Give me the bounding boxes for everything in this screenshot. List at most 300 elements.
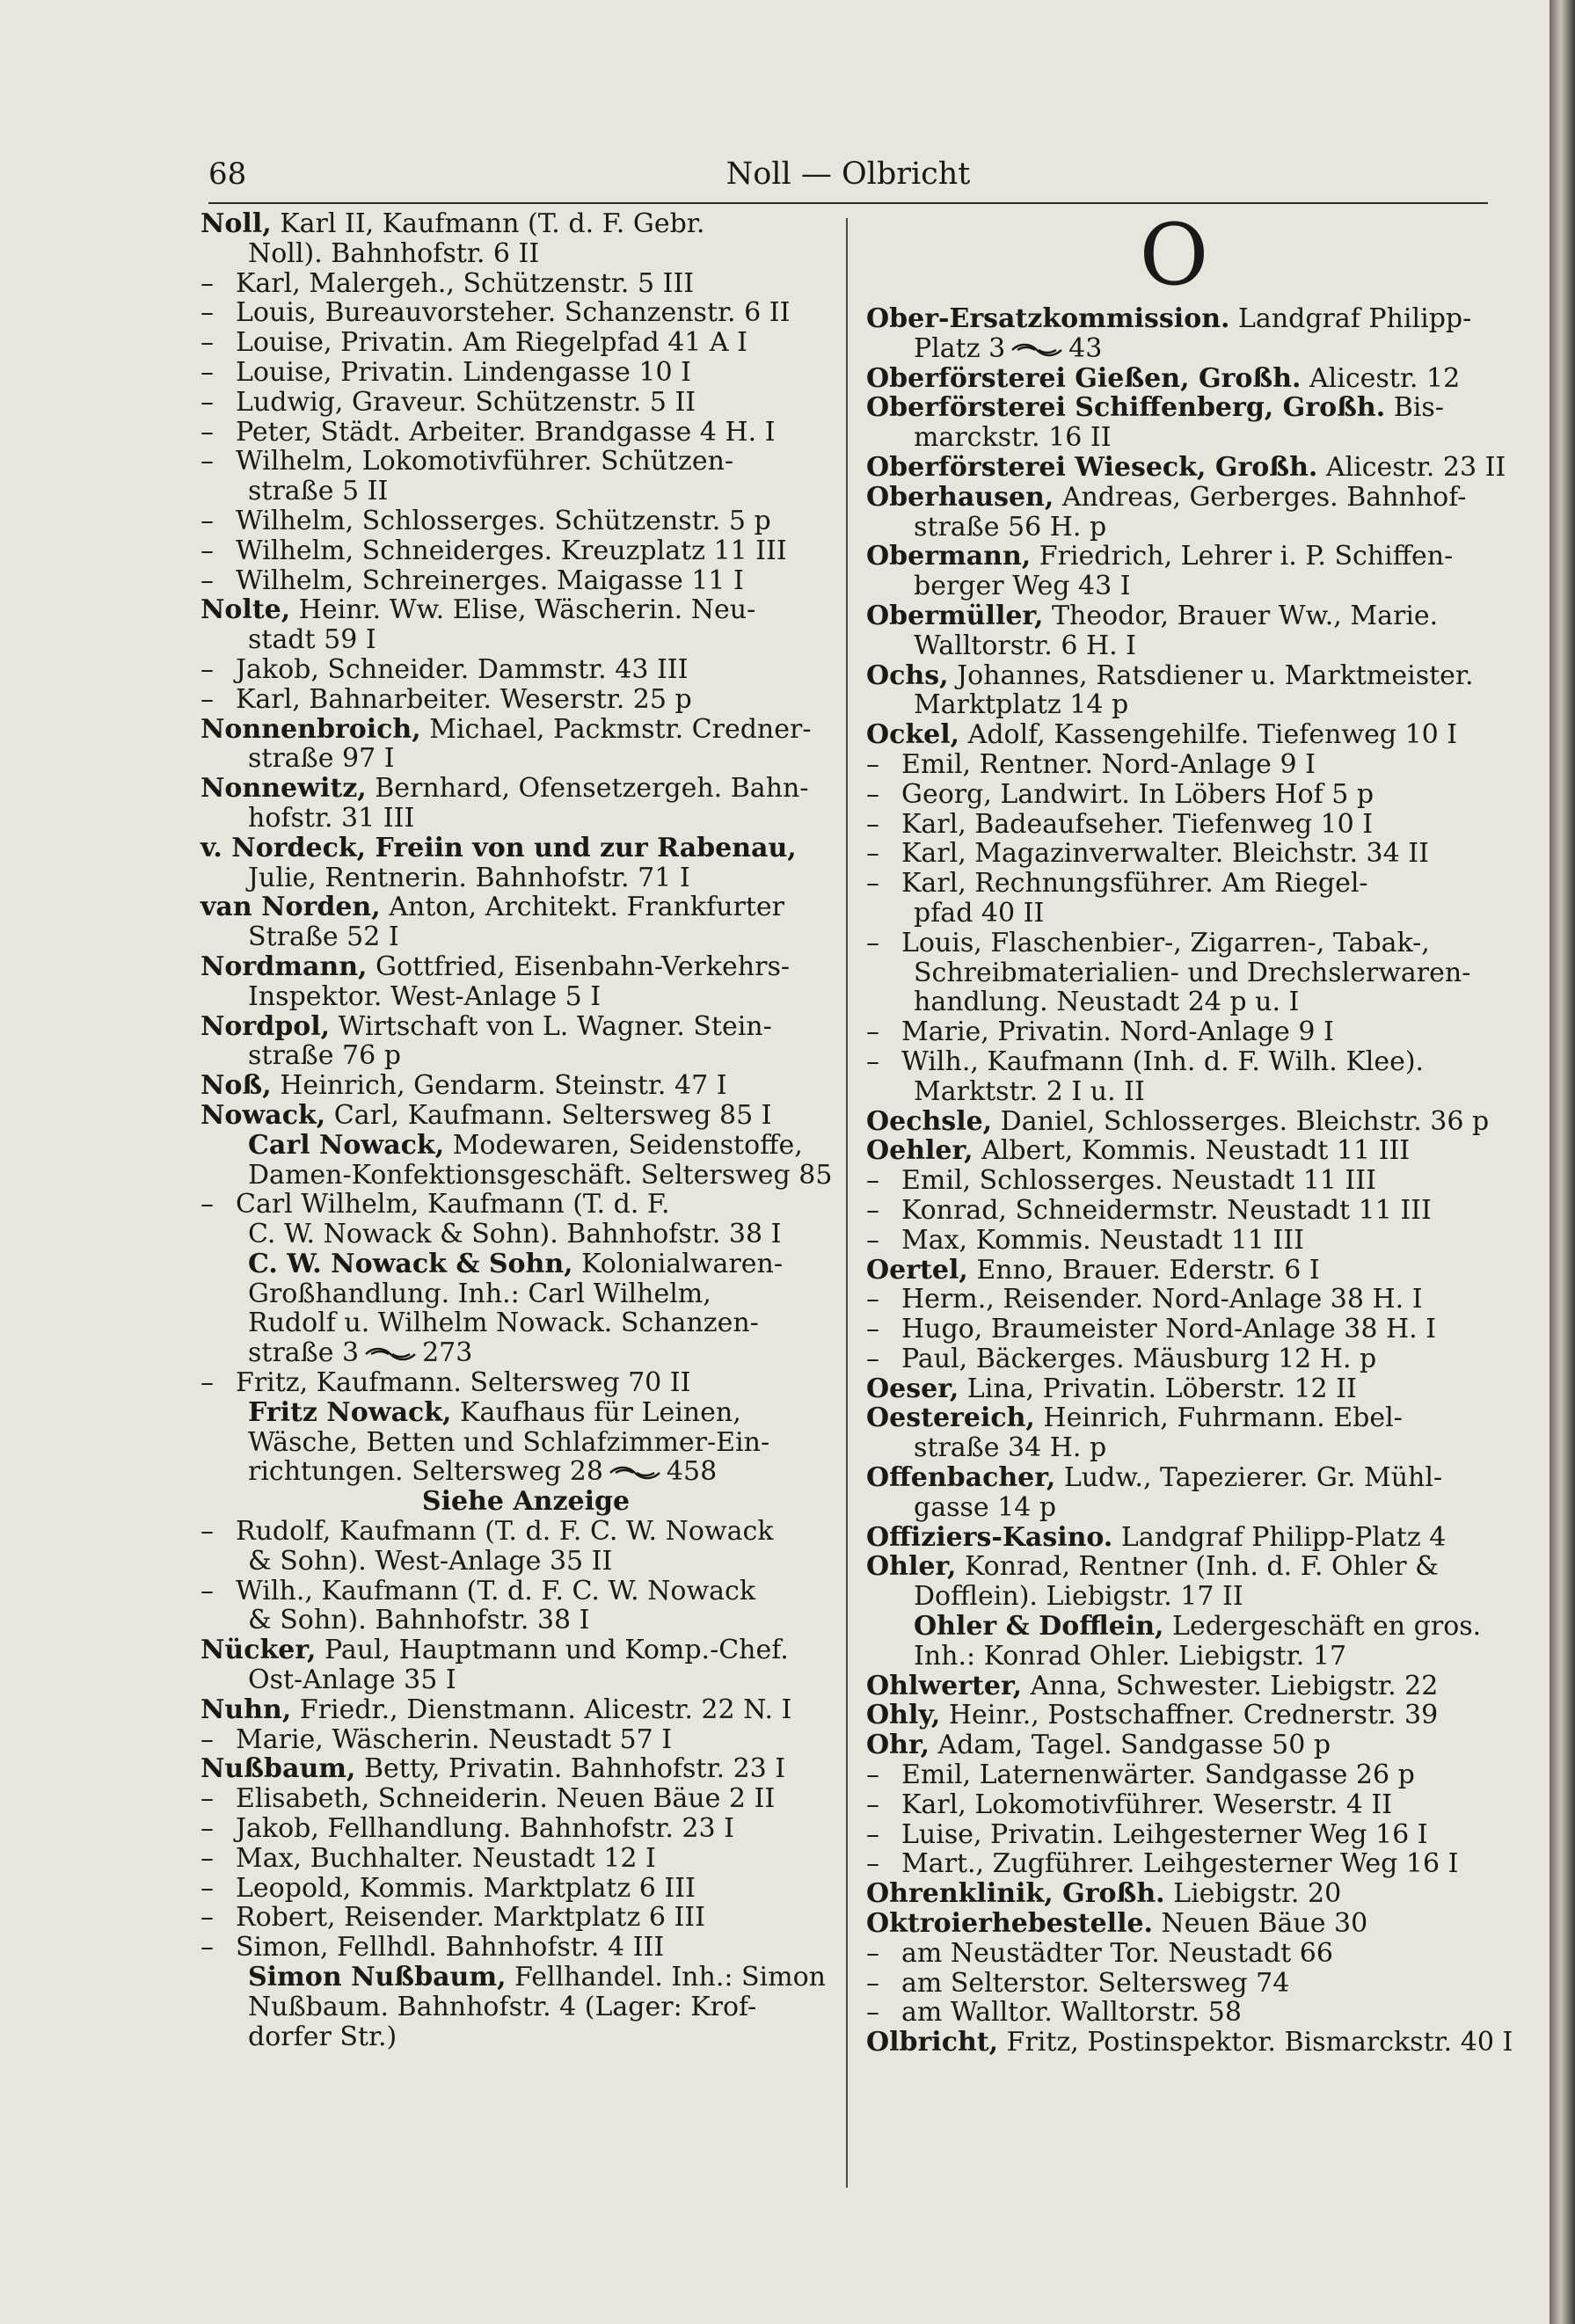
entry-name: Nonnewitz, bbox=[201, 773, 367, 805]
entry-text: Mart., Zugführer. Leihgesterner Weg 16 I bbox=[901, 1848, 1459, 1880]
directory-line bbox=[866, 810, 1482, 840]
directory-line bbox=[201, 1041, 816, 1071]
entry-name: Oehler, bbox=[866, 1135, 973, 1167]
directory-line bbox=[866, 929, 1482, 958]
entry-text: gasse 14 p bbox=[914, 1491, 1057, 1523]
entry-text: Max, Buchhalter. Neustadt 12 I bbox=[236, 1842, 656, 1874]
entry-text: Wilhelm, Schneiderges. Kreuzplatz 11 III bbox=[236, 535, 787, 566]
ditto-dash: – bbox=[866, 1314, 879, 1345]
entry-name: Ohrenklinik, Großh. bbox=[866, 1878, 1165, 1910]
directory-line bbox=[866, 1493, 1482, 1523]
directory-line bbox=[866, 572, 1482, 601]
directory-line bbox=[201, 1131, 816, 1161]
entry-text: Bis- bbox=[1385, 392, 1444, 424]
ditto-dash: – bbox=[866, 1045, 879, 1077]
directory-line bbox=[866, 542, 1482, 572]
ditto-dash: – bbox=[201, 505, 214, 536]
entry-text: Andreas, Gerberges. Bahnhof- bbox=[1054, 481, 1467, 513]
entry-text: Neuen Bäue 30 bbox=[1153, 1908, 1368, 1940]
phone-number: 273 bbox=[422, 1337, 473, 1369]
entry-name: Nücker, bbox=[201, 1635, 317, 1666]
entry-text: Wilhelm, Schlosserges. Schützenstr. 5 p bbox=[236, 505, 771, 536]
directory-line bbox=[866, 1315, 1482, 1344]
entry-text: Heinr. Ww. Elise, Wäscherin. Neu- bbox=[290, 594, 756, 626]
directory-line bbox=[866, 839, 1482, 869]
entry-text: Enno, Brauer. Ederstr. 6 I bbox=[967, 1254, 1320, 1286]
directory-line bbox=[201, 834, 816, 863]
entry-text: hofstr. 31 III bbox=[248, 802, 415, 834]
directory-line bbox=[201, 1487, 816, 1517]
directory-line bbox=[201, 1249, 816, 1279]
entry-name: Nowack, bbox=[201, 1099, 326, 1131]
entry-name: Ohly, bbox=[866, 1700, 941, 1731]
entry-text: Landgraf Philipp- bbox=[1229, 303, 1472, 334]
entry-text: Ledergeschäft en gros. bbox=[1163, 1611, 1482, 1643]
entry-name: Oktroierhebestelle. bbox=[866, 1908, 1154, 1940]
directory-line bbox=[201, 566, 816, 596]
entry-text: Karl, Badeaufseher. Tiefenweg 10 I bbox=[901, 808, 1374, 840]
ditto-dash: – bbox=[201, 1367, 214, 1399]
entry-text: Schreibmaterialien- und Drechslerwaren- bbox=[914, 957, 1471, 988]
entry-text: Louis, Flaschenbier-, Zigarren-, Tabak-, bbox=[901, 927, 1430, 958]
page-header bbox=[208, 151, 1488, 200]
directory-line bbox=[866, 661, 1482, 691]
entry-text: Karl, Rechnungsführer. Am Riegel- bbox=[901, 868, 1368, 900]
directory-line bbox=[866, 423, 1482, 453]
entry-text: Damen-Konfektionsgeschäft. Seltersweg 85 bbox=[248, 1159, 833, 1191]
directory-line bbox=[201, 1517, 816, 1547]
entry-text: straße 76 p bbox=[248, 1040, 401, 1072]
ditto-dash: – bbox=[866, 927, 879, 958]
directory-line bbox=[866, 1433, 1482, 1463]
directory-line bbox=[866, 1552, 1482, 1582]
directory-line bbox=[201, 1725, 816, 1755]
entry-name: Nonnenbroich, bbox=[201, 713, 421, 745]
entry-text: Jakob, Fellhandlung. Bahnhofstr. 23 I bbox=[236, 1813, 734, 1845]
directory-line bbox=[866, 1256, 1482, 1286]
entry-text: berger Weg 43 I bbox=[914, 571, 1131, 602]
entry-text: Bernhard, Ofensetzergeh. Bahn- bbox=[366, 773, 809, 805]
ditto-dash: – bbox=[201, 1783, 214, 1815]
entry-name: Nordpol, bbox=[201, 1010, 331, 1042]
directory-line bbox=[866, 1374, 1482, 1404]
entry-text: Max, Kommis. Neustadt 11 III bbox=[901, 1224, 1304, 1256]
entry-text: Leopold, Kommis. Marktplatz 6 III bbox=[236, 1872, 696, 1904]
entry-text: stadt 59 I bbox=[248, 624, 376, 656]
entry-name: Nolte, bbox=[201, 594, 291, 626]
directory-line bbox=[201, 358, 816, 388]
directory-line bbox=[201, 1071, 816, 1101]
directory-line bbox=[201, 1012, 816, 1042]
directory-line bbox=[866, 451, 1506, 483]
directory-line bbox=[201, 685, 816, 715]
telephone-icon bbox=[1010, 341, 1063, 359]
directory-line bbox=[201, 1279, 816, 1309]
entry-name: Fritz Nowack, bbox=[248, 1396, 452, 1428]
ditto-dash: – bbox=[866, 1165, 879, 1197]
running-head: Noll — Olbricht bbox=[726, 157, 971, 192]
directory-line bbox=[866, 2027, 1513, 2058]
directory-line bbox=[201, 1428, 816, 1458]
directory-line bbox=[866, 631, 1482, 661]
directory-line bbox=[866, 1790, 1482, 1820]
directory-line bbox=[201, 892, 816, 922]
directory-line bbox=[201, 804, 816, 834]
directory-line bbox=[866, 1849, 1482, 1879]
ditto-dash: – bbox=[201, 1516, 214, 1548]
directory-line bbox=[201, 1220, 816, 1249]
entry-text: straße 5 II bbox=[248, 476, 389, 507]
entry-text: Emil, Laternenwärter. Sandgasse 26 p bbox=[901, 1759, 1415, 1791]
entry-text: Georg, Landwirt. In Löbers Hof 5 p bbox=[901, 778, 1374, 810]
directory-line bbox=[866, 393, 1482, 423]
entry-name: Oberförsterei Gießen, Großh. bbox=[866, 362, 1302, 394]
entry-text: Betty, Privatin. Bahnhofstr. 23 I bbox=[355, 1753, 786, 1785]
entry-name: Offiziers-Kasino. bbox=[866, 1521, 1113, 1553]
entry-name: Obermüller, bbox=[866, 600, 1044, 631]
entry-text: straße 56 H. p bbox=[914, 511, 1107, 543]
ditto-dash: – bbox=[201, 1842, 214, 1874]
entry-text: Theodor, Brauer Ww., Marie. bbox=[1043, 600, 1439, 631]
directory-line bbox=[866, 1730, 1482, 1760]
directory-line bbox=[866, 304, 1482, 334]
directory-line bbox=[201, 477, 816, 506]
entry-text: Karl, Bahnarbeiter. Weserstr. 25 p bbox=[236, 683, 692, 715]
entry-name: Noß, bbox=[201, 1070, 272, 1102]
ditto-dash: – bbox=[866, 1016, 879, 1048]
ditto-dash: – bbox=[866, 778, 879, 810]
ditto-dash: – bbox=[201, 446, 214, 477]
directory-line bbox=[866, 1136, 1482, 1166]
directory-line bbox=[866, 1047, 1482, 1077]
entry-name: Noll, bbox=[201, 208, 272, 239]
entry-name: Oberhausen, bbox=[866, 481, 1054, 513]
directory-line bbox=[866, 750, 1482, 780]
directory-line bbox=[866, 1285, 1482, 1315]
entry-name: Carl Nowack, bbox=[248, 1129, 445, 1161]
entry-text: Kolonialwaren- bbox=[572, 1248, 783, 1279]
entry-text: Louis, Bureauvorsteher. Schanzenstr. 6 II bbox=[236, 297, 791, 329]
directory-line bbox=[201, 536, 816, 566]
entry-text: am Selterstor. Seltersweg 74 bbox=[901, 1967, 1290, 1999]
entry-text: Friedrich, Lehrer i. P. Schiffen- bbox=[1031, 541, 1454, 572]
directory-line bbox=[201, 1784, 816, 1814]
directory-line bbox=[201, 715, 816, 745]
entry-name: Oberförsterei Wieseck, Großh. bbox=[866, 451, 1318, 483]
entry-text: Luise, Privatin. Leihgesterner Weg 16 I bbox=[901, 1818, 1428, 1850]
entry-text: & Sohn). West-Anlage 35 II bbox=[248, 1545, 613, 1577]
entry-name: Nordmann, bbox=[201, 951, 368, 982]
directory-line bbox=[866, 1612, 1482, 1642]
entry-text: Johannes, Ratsdiener u. Marktmeister. bbox=[948, 659, 1474, 691]
ditto-dash: – bbox=[201, 327, 214, 359]
directory-line bbox=[201, 1577, 816, 1606]
header-rule bbox=[208, 202, 1488, 204]
directory-line bbox=[201, 1398, 816, 1428]
ditto-dash: – bbox=[866, 1284, 879, 1315]
entry-name: Ohlwerter, bbox=[866, 1670, 1023, 1701]
directory-line bbox=[866, 1939, 1482, 1969]
ditto-dash: – bbox=[866, 1194, 879, 1226]
entry-text: Anton, Architekt. Frankfurter bbox=[380, 892, 785, 923]
directory-line bbox=[866, 899, 1482, 929]
directory-line bbox=[866, 1166, 1482, 1196]
entry-text: straße 3 bbox=[248, 1337, 360, 1369]
directory-line bbox=[201, 1993, 816, 2022]
directory-line bbox=[201, 388, 816, 418]
directory-line bbox=[201, 1814, 816, 1844]
directory-line bbox=[201, 1159, 833, 1191]
entry-name: Simon Nußbaum, bbox=[248, 1962, 507, 1993]
entry-text: Nußbaum. Bahnhofstr. 4 (Lager: Krof- bbox=[248, 1991, 757, 2022]
directory-line bbox=[201, 1962, 826, 1993]
directory-line bbox=[201, 922, 816, 952]
directory-line bbox=[866, 364, 1482, 394]
entry-text: Daniel, Schlosserges. Bleichstr. 36 p bbox=[992, 1105, 1490, 1137]
entry-text: pfad 40 II bbox=[914, 897, 1045, 929]
entry-text: Wilh., Kaufmann (Inh. d. F. Wilh. Klee). bbox=[901, 1045, 1425, 1077]
entry-text: Albert, Kommis. Neustadt 11 III bbox=[973, 1135, 1411, 1167]
ditto-dash: – bbox=[866, 748, 879, 780]
ditto-dash: – bbox=[866, 838, 879, 870]
right-column bbox=[866, 206, 1513, 2058]
ditto-dash: – bbox=[201, 1902, 214, 1934]
entry-text: Modewaren, Seidenstoffe, bbox=[444, 1129, 803, 1161]
ditto-dash: – bbox=[201, 1872, 214, 1904]
directory-line bbox=[866, 1403, 1482, 1433]
entry-text: am Neustädter Tor. Neustadt 66 bbox=[901, 1937, 1333, 1969]
entry-text: Karl, Lokomotivführer. Weserstr. 4 II bbox=[901, 1789, 1393, 1820]
entry-text: Carl Wilhelm, Kaufmann (T. d. F. bbox=[236, 1189, 670, 1220]
ditto-dash: – bbox=[201, 416, 214, 448]
ditto-dash: – bbox=[866, 808, 879, 840]
entry-name: C. W. Nowack & Sohn, bbox=[248, 1248, 573, 1279]
phone-number: 43 bbox=[1068, 332, 1103, 364]
entry-name: Olbricht, bbox=[866, 2027, 999, 2058]
entry-text: Gottfried, Eisenbahn-Verkehrs- bbox=[367, 951, 790, 982]
entry-text: Walltorstr. 6 H. I bbox=[914, 630, 1137, 661]
entry-text: Landgraf Philipp-Platz 4 bbox=[1112, 1521, 1447, 1553]
directory-line bbox=[866, 1523, 1482, 1553]
directory-line bbox=[866, 483, 1482, 513]
entry-name: Oestereich, bbox=[866, 1402, 1035, 1434]
entry-text: Adam, Tagel. Sandgasse 50 p bbox=[930, 1730, 1331, 1761]
entry-name: Ockel, bbox=[866, 719, 960, 751]
entry-text: Marktplatz 14 p bbox=[914, 689, 1129, 721]
ditto-dash: – bbox=[866, 1818, 879, 1850]
entry-text: handlung. Neustadt 24 p u. I bbox=[914, 987, 1300, 1018]
directory-line bbox=[866, 1969, 1482, 1999]
ditto-dash: – bbox=[866, 1937, 879, 1969]
directory-line bbox=[201, 1606, 816, 1636]
column-divider bbox=[846, 218, 848, 2188]
directory-line bbox=[201, 625, 816, 655]
entry-text: Herm., Reisender. Nord-Anlage 38 H. I bbox=[901, 1284, 1423, 1315]
ditto-dash: – bbox=[201, 653, 214, 685]
ditto-dash: – bbox=[201, 1723, 214, 1755]
directory-line bbox=[201, 1874, 816, 1904]
entry-name: Offenbacher, bbox=[866, 1462, 1056, 1494]
entry-text: Paul, Bäckerges. Mäusburg 12 H. p bbox=[901, 1343, 1377, 1374]
entry-text: Paul, Hauptmann und Komp.-Chef. bbox=[316, 1635, 789, 1666]
directory-line bbox=[201, 209, 816, 239]
entry-text: Dofflein). Liebigstr. 17 II bbox=[914, 1581, 1243, 1613]
entry-text: Heinrich, Gendarm. Steinstr. 47 I bbox=[271, 1070, 727, 1102]
entry-text: Jakob, Schneider. Dammstr. 43 III bbox=[236, 653, 689, 685]
directory-line bbox=[866, 513, 1482, 543]
entry-text: Karl, Magazinverwalter. Bleichstr. 34 II bbox=[901, 838, 1429, 870]
page-number: 68 bbox=[208, 157, 247, 192]
directory-line bbox=[201, 744, 816, 774]
entry-text: Wilhelm, Lokomotivführer. Schützen- bbox=[236, 446, 734, 477]
directory-line bbox=[866, 1226, 1482, 1256]
left-column bbox=[201, 208, 833, 2052]
ditto-dash: – bbox=[866, 1343, 879, 1374]
entry-name: Siehe Anzeige bbox=[421, 1486, 631, 1518]
directory-line bbox=[201, 1338, 816, 1368]
directory-line bbox=[201, 298, 816, 328]
telephone-icon bbox=[609, 1464, 661, 1482]
entry-text: straße 97 I bbox=[248, 743, 395, 775]
entry-text: marckstr. 16 II bbox=[914, 422, 1112, 454]
ditto-dash: – bbox=[201, 1813, 214, 1845]
entry-text: Carl, Kaufmann. Seltersweg 85 I bbox=[325, 1099, 772, 1131]
entry-text: Straße 52 I bbox=[248, 922, 399, 953]
ditto-dash: – bbox=[866, 1224, 879, 1256]
ditto-dash: – bbox=[201, 267, 214, 299]
ditto-dash: – bbox=[866, 1759, 879, 1791]
ditto-dash: – bbox=[201, 683, 214, 715]
entry-text: Hugo, Braumeister Nord-Anlage 38 H. I bbox=[901, 1314, 1437, 1345]
directory-line bbox=[866, 1105, 1490, 1137]
entry-text: am Walltor. Walltorstr. 58 bbox=[901, 1997, 1242, 2029]
directory-line bbox=[866, 1017, 1482, 1047]
entry-name: Oertel, bbox=[866, 1254, 968, 1286]
ditto-dash: – bbox=[201, 386, 214, 418]
entry-text: Karl, Malergeh., Schützenstr. 5 III bbox=[236, 267, 695, 299]
entry-text: Noll). Bahnhofstr. 6 II bbox=[248, 237, 540, 269]
entry-text: Adolf, Kassengehilfe. Tiefenweg 10 I bbox=[959, 719, 1458, 751]
directory-line bbox=[201, 1695, 816, 1725]
entry-text: dorfer Str.) bbox=[248, 2021, 397, 2052]
entry-text: Alicestr. 23 II bbox=[1317, 451, 1506, 483]
entry-text: Michael, Packmstr. Credner- bbox=[420, 713, 812, 745]
entry-text: Elisabeth, Schneiderin. Neuen Bäue 2 II bbox=[236, 1783, 776, 1815]
entry-text: Julie, Rentnerin. Bahnhofstr. 71 I bbox=[248, 862, 690, 893]
entry-name: Oberförsterei Schiffenberg, Großh. bbox=[866, 392, 1386, 424]
directory-line bbox=[201, 328, 816, 358]
entry-text: Karl II, Kaufmann (T. d. F. Gebr. bbox=[271, 208, 705, 239]
directory-line bbox=[866, 1642, 1482, 1672]
directory-line bbox=[201, 1754, 816, 1784]
directory-line bbox=[866, 720, 1482, 750]
entry-text: Robert, Reisender. Marktplatz 6 III bbox=[236, 1902, 705, 1934]
entry-text: Platz 3 bbox=[914, 332, 1006, 364]
directory-line bbox=[201, 863, 816, 893]
directory-line bbox=[201, 655, 816, 685]
directory-line bbox=[201, 774, 816, 804]
entry-text: Marie, Privatin. Nord-Anlage 9 I bbox=[901, 1016, 1334, 1048]
entry-text: Heinrich, Fuhrmann. Ebel- bbox=[1034, 1402, 1403, 1434]
directory-line bbox=[201, 1933, 816, 1963]
entry-name: Nußbaum, bbox=[201, 1753, 356, 1785]
ditto-dash: – bbox=[866, 1997, 879, 2029]
entry-text: Louise, Privatin. Am Riegelpfad 41 A I bbox=[236, 327, 747, 359]
directory-line bbox=[866, 1701, 1482, 1730]
directory-line bbox=[201, 2022, 816, 2052]
directory-line bbox=[201, 1457, 816, 1487]
entry-text: Wilh., Kaufmann (T. d. F. C. W. Nowack bbox=[236, 1575, 756, 1606]
directory-line bbox=[866, 690, 1482, 720]
entry-text: Großhandlung. Inh.: Carl Wilhelm, bbox=[248, 1278, 711, 1309]
directory-line bbox=[201, 1190, 816, 1220]
directory-line bbox=[866, 1672, 1482, 1701]
entry-text: Kaufhaus für Leinen, bbox=[451, 1396, 741, 1428]
entry-text: Ost-Anlage 35 I bbox=[248, 1665, 456, 1696]
ditto-dash: – bbox=[201, 535, 214, 566]
directory-line bbox=[866, 1344, 1482, 1374]
directory-line bbox=[866, 601, 1482, 631]
directory-line bbox=[201, 506, 816, 536]
entry-text: Marie, Wäscherin. Neustadt 57 I bbox=[236, 1723, 673, 1755]
entry-text: Peter, Städt. Arbeiter. Brandgasse 4 H. I bbox=[236, 416, 776, 448]
ditto-dash: – bbox=[866, 1848, 879, 1880]
entry-text: Fellhandel. Inh.: Simon bbox=[506, 1962, 826, 1993]
entry-text: & Sohn). Bahnhofstr. 38 I bbox=[248, 1605, 590, 1636]
directory-line bbox=[866, 780, 1482, 810]
entry-name: Ohler & Dofflein, bbox=[914, 1611, 1164, 1643]
entry-text: Emil, Schlosserges. Neustadt 11 III bbox=[901, 1165, 1376, 1197]
directory-line bbox=[866, 334, 1482, 364]
entry-name: v. Nordeck, Freiin von und zur Rabenau, bbox=[201, 832, 797, 863]
directory-line bbox=[866, 1820, 1482, 1850]
entry-name: Oeser, bbox=[866, 1373, 959, 1404]
directory-line bbox=[866, 1998, 1482, 2028]
entry-name: Ohler, bbox=[866, 1551, 957, 1583]
ditto-dash: – bbox=[201, 356, 214, 388]
entry-text: Alicestr. 12 bbox=[1301, 362, 1461, 394]
entry-text: Ludw., Tapezierer. Gr. Mühl- bbox=[1055, 1462, 1443, 1494]
ditto-dash: – bbox=[866, 1789, 879, 1820]
directory-line bbox=[866, 958, 1482, 988]
entry-text: Fritz, Postinspektor. Bismarckstr. 40 I bbox=[998, 2027, 1513, 2058]
directory-line bbox=[866, 1909, 1482, 1939]
telephone-icon bbox=[364, 1345, 417, 1363]
entry-text: Ludwig, Graveur. Schützenstr. 5 II bbox=[236, 386, 696, 418]
section-letter: O bbox=[1139, 206, 1209, 304]
directory-line bbox=[201, 952, 816, 982]
entry-text: Anna, Schwester. Liebigstr. 22 bbox=[1022, 1670, 1439, 1701]
directory-line bbox=[201, 595, 816, 625]
directory-line bbox=[866, 1879, 1482, 1909]
directory-line bbox=[201, 1844, 816, 1874]
entry-text: Emil, Rentner. Nord-Anlage 9 I bbox=[901, 748, 1316, 780]
directory-line bbox=[201, 269, 816, 299]
directory-line bbox=[201, 1308, 816, 1338]
entry-text: Friedr., Dienstmann. Alicestr. 22 N. I bbox=[291, 1694, 792, 1725]
ditto-dash: – bbox=[201, 1932, 214, 1963]
ditto-dash: – bbox=[866, 1967, 879, 1999]
entry-name: Ohr, bbox=[866, 1730, 930, 1761]
entry-text: Konrad, Schneidermstr. Neustadt 11 III bbox=[901, 1194, 1432, 1226]
entry-text: Wilhelm, Schreinerges. Maigasse 11 I bbox=[236, 565, 744, 596]
directory-line bbox=[866, 869, 1482, 899]
entry-text: Wirtschaft von L. Wagner. Stein- bbox=[330, 1010, 772, 1042]
entry-name: Ochs, bbox=[866, 659, 949, 691]
entry-text: richtungen. Seltersweg 28 bbox=[248, 1456, 603, 1488]
entry-text: Rudolf u. Wilhelm Nowack. Schanzen- bbox=[248, 1308, 759, 1339]
phone-number: 458 bbox=[666, 1456, 718, 1488]
